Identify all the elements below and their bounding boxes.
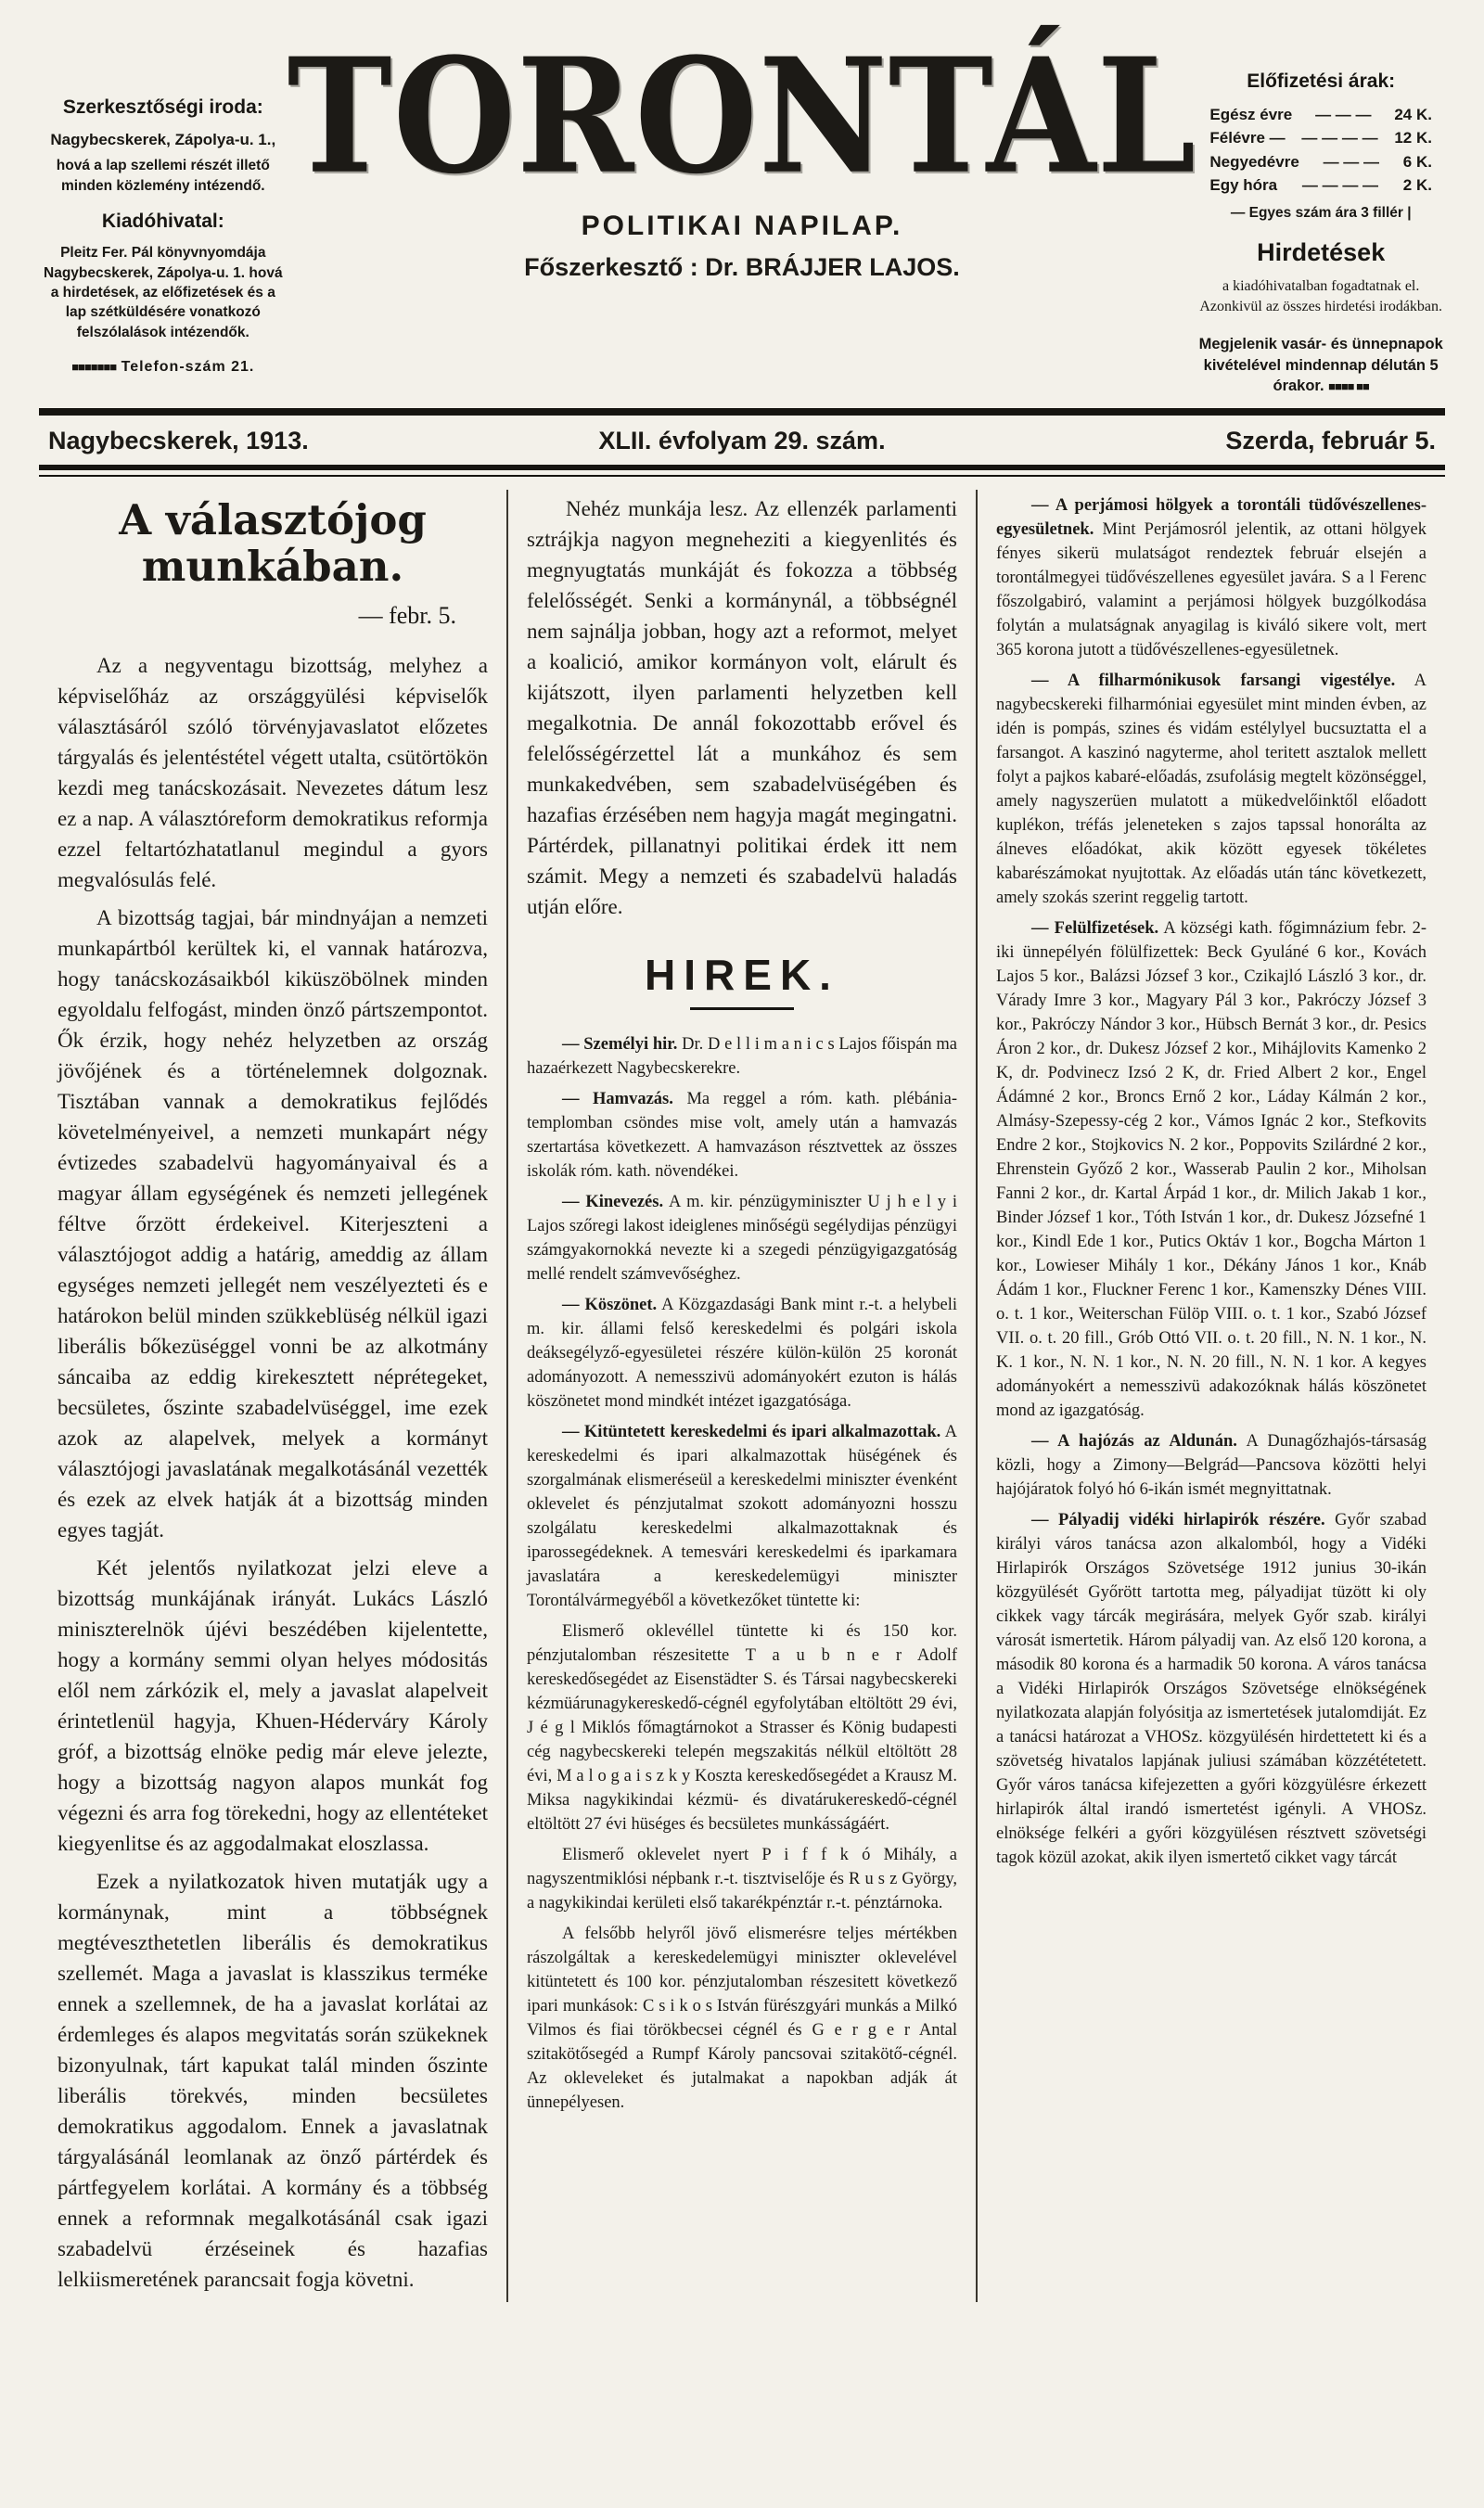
news-item-body: Dr. D e l l i m a n i c s Lajos főispán ma hazaérkezett Nagybecskerekre. [527, 1035, 957, 1079]
dateline-city: Nagybecskerek, 1913. [48, 427, 309, 455]
ornament-blocks: ■■■■ ■■ [1328, 379, 1369, 394]
news-section-heading: HIREK. [645, 951, 839, 1000]
news-item-title: — Kinevezés. [562, 1193, 664, 1212]
double-rule [39, 465, 1445, 477]
news-item-body: Győr szabad királyi város tanácsa azon alkalomból, hogy a Vidéki Hirlapirók Országos Szövetsége 1912 junius 30-ikán közgyülését Győrött tartotta meg, pályadijat tüzött ki oly cikkek vagy tárcák megirására, melyek Győr szab. királyi városát ismertetik. Három pályadij van. Az első 120 korona, a második 80 korona és a harmadik 50 korona. A város tanácsa a Vidéki Hirlapirók Országos Szövetsége elnökségének nyilatkozata alapján folyósitja az ismertetések jutalomdiját. Ez a tanácsi határozat a VHOSz. közgyülésén hirdettetett ki és a szövetség hivatalos lapjának juliusi számában közzététetett. Győr város tanácsa kifejezetten a győri közgyülésre érkezett hirlapirók által irandó ismertetést igényli. A VHOSz. elnöksége felkéri a győri közgyülésen résztvett szövetségi tagok közül azokat, akik ilyen ismertető cikket vagy tárcát [996, 1511, 1426, 1868]
news-item-title: — Személyi hir. [562, 1035, 678, 1055]
article-paragraph: A bizottság tagjai, bár mindnyájan a nemzeti munkapártból kerültek ki, el vannak határozva, hogy tanácskozásaikból kiküszöbölnek minden egyoldalu felfogást, minden önző pártszempontot. Ők érzik, hogy nehéz helyzetben az ország jövőjének és a történelemnek dolgoznak. Tisztában vannak a demokratikus fejlődés követelményeivel, a nemzeti munkapárt négy évtizedes szabadelvü hagyományaival és a magyar állam egységének és nemzeti jellegének féltve őrzött érdekeivel. Kiterjeszteni a választójogot addig a határig, ameddig az állam egységes nemzeti jellegét nem veszélyezteti és e határokon belül minden szükkeblüség nélkül igazi liberális bőkezüséggel vonni be az alkotmány sáncaiba az eddig kirekesztett néprétegeket, becsületes, őszinte szabadelvüséggel, ime ezek azok az alapelvek, melyek a kormányt választójogi javaslatának megalkotásánál vezették és ezek az elvek hatják át a bizottság minden egyes tagját. [58, 906, 488, 1542]
news-item-title: — Köszönet. [562, 1296, 658, 1315]
price-label: Egy hóra [1209, 176, 1278, 195]
news-item [996, 493, 1426, 662]
publisher-office-note: Pleitz Fer. Pál könyvnyomdája Nagybecskerek, Zápolya-u. 1. hová a hirdetések, az előfizetések és a lap szétküldésére vonatkozó felszólalások intézendők. [44, 245, 283, 340]
editorial-office-address: Nagybecskerek, Zápolya-u. 1., [50, 130, 276, 148]
price-leader: — — — — [1301, 176, 1379, 195]
publisher-office-heading: Kiadóhivatal: [101, 211, 224, 233]
price-label: Egész évre [1209, 105, 1293, 123]
news-item [527, 1420, 957, 1613]
news-item-body: Mint Perjámosról jelentik, az ottani hölgyek fényes sikerü mulatságot rendeztek február elsején a torontálmegyei tüdővészellenes egyesület javára. S a l Ferenc főszolgabiró, valamint a perjámosi hölgyek buzgólkodása folytán a mulatságnak anyagilag is kiváló sikere volt, mert 365 korona jutott a tüdővészellenes-egyesületnek. [996, 520, 1426, 660]
news-item [527, 1087, 957, 1184]
price-table [1209, 103, 1432, 198]
news-item [527, 1293, 957, 1414]
dateline-date: Szerda, február 5. [1225, 427, 1437, 455]
news-item-body: A Dunagőzhajós-társaság közli, hogy a Zimony—Belgrád—Pancsova közötti helyi hajójáratok folyó hó 6-ikán ismét megnyittatnak. [996, 1432, 1426, 1500]
news-item [527, 1190, 957, 1286]
dateline-issue: XLII. évfolyam 29. szám. [598, 427, 886, 455]
heavy-rule [39, 408, 1445, 416]
body-columns [39, 490, 1445, 2302]
price-row [1209, 173, 1432, 198]
news-paragraph: Elismerő oklevéllel tüntette ki és 150 kor. pénzjutalomban részesitette T a u b n e r Adolf kereskedősegédet az Eisenstädter S. és Társai nagybecskereki kézmüárunagykereskedő-cégnél egyfolytában eltöltött 29 évi, J é g l Miklós főmagtárnokot a Strasser és König budapesti cég nagybecskereki telepén megszakitás nélkül eltöltött 28 évi, M a l o g a i s z k y Koszta kereskedősegédet a Krausz M. Miksa nagykikindai kézmü- és divatárukereskedő-cégnél eltöltött 27 évi hüséges és becsületes munkásságáért. [527, 1622, 957, 1835]
column-left [39, 490, 506, 2302]
news-item [996, 1429, 1426, 1502]
news-item-body: A m. kir. pénzügyminiszter U j h e l y i Lajos szőregi lakost ideiglenes minőségü segélydijas pénzügyi számgyakornokká nevezte ki a szegedi pénzügyigazgatóság mellé rendelt számvevőséghez. [527, 1193, 957, 1285]
subscription-heading: Előfizetési árak: [1247, 70, 1396, 92]
masthead-center [287, 22, 1197, 282]
price-row [1209, 150, 1432, 174]
news-paragraph: A felsőbb helyről jövő elismerésre teljes mértékben rászolgáltak a kereskedelemügyi miniszter oklevelével kitüntetett és 100 kor. pénzjutalomban részesitett következő ipari munkások: C s i k o s István fürészgyári munkás a Milkó Vilmos és fiai törökbecsei cégnél és G e r g e r Antal szitakötősegéd a Rumpf Károly pancsovai szitakötő-cégnél. Az okleveleket és jutalmakat a napokban adják át ünnepélyesen. [527, 1925, 957, 2113]
subscription-block [1196, 28, 1445, 397]
news-item-title: — Kitüntetett kereskedelmi és ipari alkalmazottak. [562, 1423, 941, 1442]
column-right [976, 490, 1445, 2302]
article-paragraph: Az a negyventagu bizottság, melyhez a képviselőház az országgyülési képviselők választásáról szóló törvényjavaslatot előzetes tárgyalás és jelentéstétel végett utalta, csütörtökön kezdi meg tanácskozásait. Nevezetes dátum lesz ez a nap. A választóreform demokratikus reformja ezzel feltartózhatatlanul megindul a gyors megvalósulás felé. [58, 654, 488, 892]
price-leader: — — — — [1301, 129, 1378, 147]
news-item-title: — Pályadij vidéki hirlapirók részére. [1031, 1511, 1325, 1530]
price-row [1209, 126, 1432, 150]
article-paragraph: Ezek a nyilatkozatok hiven mutatják ugy a kormánynak, mint a többségnek megtéveszthetetlen liberális és demokratikus szellemét. Maga a javaslat is klasszikus terméke ennek a szellemnek, de ha a javaslat korlátai az érdemleges és alapos megvitatás során szükeknek bizonyulnak, tárt kapukat talál minden őszinte liberális törekvés, minden becsületes demokratikus aggodalom. Ennek a javaslatnak tárgyalásánál leomlanak az önző pártérdek és pártfegyelem korlátai. A kormány és a többség ennek a reformnak megalkotásánál csak igazi szabadelvü érzéseinek és hazafias lelkiismeretének parancsait fogja követni. [58, 1870, 488, 2292]
news-item [996, 1508, 1426, 1870]
news-item-title: — Felülfizetések. [1031, 919, 1159, 939]
news-item-title: — A filharmónikusok farsangi vigestélye. [1031, 672, 1396, 691]
price-value: 6 K. [1402, 152, 1432, 171]
price-leader: — — — [1315, 105, 1372, 123]
lead-article-title: A választójog munkában. [119, 495, 427, 591]
lead-article-date: — febr. 5. [358, 602, 456, 630]
news-paragraph: Elismerő oklevelet nyert P i f f k ó Mihály, a nagyszentmiklósi népbank r.-t. tisztviselője és R u s z György, a nagykikindai kerületi első takarékpénztár r.-t. pénztárnoka. [527, 1846, 957, 1913]
price-leader: — — — [1323, 152, 1380, 171]
ornament-blocks: ■■■■■■■ [71, 360, 117, 375]
ads-text: a kiadóhivatalban fogadtatnak el. Azonkivül az összes hirdetési irodákban. [1199, 277, 1443, 314]
price-label: Félévre — [1209, 129, 1286, 147]
masthead [39, 22, 1445, 397]
price-value: 12 K. [1394, 129, 1432, 147]
price-row [1209, 103, 1432, 127]
ads-heading: Hirdetések [1257, 238, 1386, 267]
price-label: Negyedévre [1209, 152, 1299, 171]
paper-title: TORONTÁL [287, 22, 1197, 210]
news-item-body: A községi kath. főgimnázium febr. 2-iki ünnepélyén fölülfizettek: Beck Gyuláné 6 kor., Kovách Lajos 5 kor., Balázsi József 3 kor., Czikajló László 3 kor., dr. Várady Imre 3 kor., Magyary Pál 3 kor., Pakróczy József 3 kor., Pakróczy Nándor 3 kor., Hübsch Bernát 3 kor., dr. Pesics Áron 2 kor., dr. Dukesz József 2 kor., Mihájlovits Kamenko 2 K, dr. Podvinecz Izsó 2 K, dr. Fried Albert 2 kor., Engel Ádámné 2 kor., Broncs Ernő 2 kor., Láday Kálmán 2 kor., Almásy-Szepessy-cég 2 kor., Vámos Ignác 2 kor., Stefkovits Endre 2 kor., Stojkovics N. 2 kor., Poppovits Szilárdné 2 kor., Ehrenstein Győző 2 kor., Wasserab Paulin 2 kor., Miholsan Fanni 2 kor., dr. Kartal Árpád 1 kor., dr. Milich Jakab 1 kor., Binder József 1 kor., Tóth István 1 kor., dr. Dukesz Józsefné 1 kor., Kindl Ede 1 kor., Putics Oktáv 1 kor., Bogcha Márton 1 kor., Lowieser Mihály 1 kor., Dékány János 1 kor., Knáb Ádám 1 kor., Fluckner Ferenc 1 kor., Kamenszky Dénes VIII. o. t. 1 kor., Weiterschan Fülöp VIII. o. t. 1 kor., Szabó József VII. o. t. 20 fill., Grób Ottó VII. o. t. 20 fill., N. N. 1 kor., N. K. 1 kor., N. N. 1 kor., N. N. 20 fill., N. N. 1 kor. A kegyes adományokért a nemesszivü adakozóknak hálás köszönetet mond az igazgatóság. [996, 919, 1426, 1421]
column-middle [506, 490, 976, 2302]
article-paragraph: Nehéz munkája lesz. Az ellenzék parlamenti sztrájkja nagyon megneheziti a kiegyenlités és megnyugtatás munkáját és fokozza a többség felelősségét. Senki a kormánynál, a többségnél nem sajnálja jobban, hogy azt a reformot, melyet a koalició, amikor kormányon volt, elárult és kijátszott, ilyen parlamenti helyzetben kell megalkotnia. De annál fokozottabb erővel és felelősségérzettel lát a munkához és sem munkakedvében, sem szabadelvüségében és hazafias érzésében nem hagyja magát megingatni. Pártérdek, pillanatnyi politikai érdek itt nem számit. Megy a nemzeti és szabadelvü haladás utján előre. [527, 497, 957, 919]
paper-subtitle: POLITIKAI NAPILAP. [581, 211, 903, 242]
news-item-title: — A perjámosi hölgyek a torontáli tüdővészellenes-egyesületnek. [996, 496, 1426, 540]
news-item [527, 1032, 957, 1081]
single-copy-price: — Egyes szám ára 3 fillér | [1230, 204, 1412, 221]
dateline [39, 416, 1445, 465]
news-item-title: — A hajózás az Aldunán. [1031, 1432, 1237, 1452]
article-paragraph: Két jelentős nyilatkozat jelzi eleve a bizottság munkájának irányát. Lukács László miniszterelnök újévi beszédében kijelentette, hogy a kormány semmi olyan helyes módositás elől nem zárkózik el, mely a javaslat alapelveit érintetlenül hagyja, Khuen-Héderváry Károly gróf, a bizottság elnöke pedig már eleve jelezte, hogy a bizottság nagyon alapos munkát fog végezni és arra fog törekedni, hogy az ellentéteket kiegyenlitse és az aggodalmakat eloszlassa. [58, 1556, 488, 1856]
editorial-office-block [39, 28, 288, 377]
news-item-body: A nagybecskereki filharmóniai egyesület mint minden évben, az idén is pompás, szines és vidám estélylyel bucsuztatta el a farsangot. A kaszinó nagyterme, ahol teritett asztalok mellett folyt a pajkos kabaré-előadás, zsufolásig megtelt közönséggel, amely nagyszerüen mulatott a mükedvelőinktől előadott kuplékon, tréfás jeleneteken s zajos tapssal honorálta az álneves előadókat, akik között egyesek tökéletes kabarészámokat nyujtottak. Az előadás után tánc következett, amely szokás szerint reggelig tartott. [996, 672, 1426, 908]
news-item-body: A kereskedelmi és ipari alkalmazottak hüségének és szorgalmának elismeréseül a kereskedelmi miniszter évenként oklevelet és pénzjutalmat szokott adományozni hosszu szolgálatu kereskedelmi alkalmazottaknak és iparossegédeknek. A temesvári kereskedelmi és iparkamara javaslatára a kereskedelemügyi miniszter Torontálvármegyéből a következőket tüntette ki: [527, 1423, 957, 1611]
news-section-rule [690, 1007, 794, 1010]
news-item [996, 669, 1426, 910]
phone-line [39, 357, 288, 377]
publish-note: Megjelenik vasár- és ünnepnapok kivételével mindennap délután 5 órakor. ■■■■ ■■ [1198, 335, 1443, 395]
editorial-office-heading: Szerkesztőségi iroda: [62, 96, 263, 118]
news-item-title: — Hamvazás. [562, 1090, 673, 1109]
price-value: 2 K. [1402, 176, 1432, 195]
news-item-body: Ma reggel a róm. kath. plébánia-templomban csöndes mise volt, amely után a hamvazás szertartása következett. A hamvazáson résztvettek az összes iskolák róm. kath. növendékei. [527, 1090, 957, 1182]
editorial-office-note: hová a lap szellemi részét illető minden közlemény intézendő. [56, 158, 270, 194]
news-item [996, 916, 1426, 1423]
news-item-body: A Közgazdasági Bank mint r.-t. a helybeli m. kir. állami felső kereskedelmi és polgári iskola deáksegélyző-egyesületei részére külön-külön 25 koronát adományozott. A nemesszivü adományokért ezuton is hálás köszönetet mond mindkét intézet igazgatósága. [527, 1296, 957, 1412]
editor-line: Főszerkesztő : Dr. BRÁJJER LAJOS. [524, 253, 960, 282]
price-value: 24 K. [1394, 105, 1432, 123]
phone-number: Telefon-szám 21. [121, 359, 255, 376]
